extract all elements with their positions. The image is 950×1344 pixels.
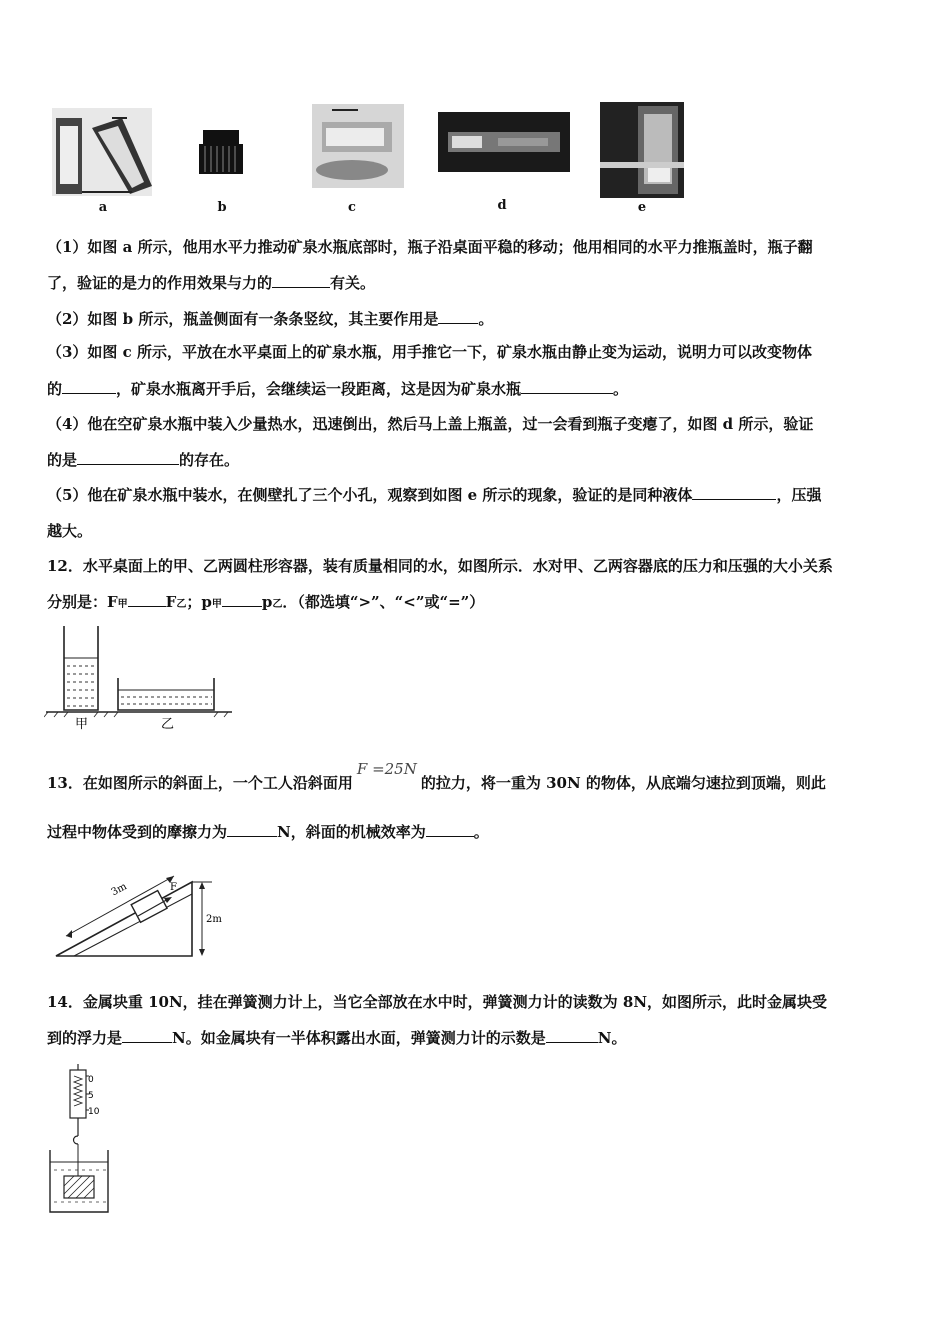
caption-d: d: [497, 198, 507, 213]
q11-part4-line2: [47, 450, 239, 470]
q13-text: 13．在如图所示的斜面上，一个工人沿斜面用: [47, 774, 353, 792]
q12-tail: ．（都选填“>”、“<”或“=”）: [282, 593, 485, 611]
q11-part5-line2: 越大。: [47, 522, 93, 540]
figure-a: [52, 108, 152, 196]
answer-blank-12[interactable]: [546, 1028, 598, 1043]
caption-b: b: [217, 200, 227, 215]
containers-figure: [44, 624, 234, 734]
bottle-holes-photo: [600, 102, 684, 198]
q14-line2: [47, 1028, 626, 1048]
q12-p2: p: [261, 593, 273, 611]
q11-part1-text: 了，验证的是力的作用效果与力的: [47, 274, 273, 292]
force-formula: F =25N: [356, 760, 417, 778]
answer-blank-4[interactable]: [521, 379, 613, 394]
answer-blank-3[interactable]: [62, 379, 116, 394]
scale-5: 5: [88, 1091, 94, 1101]
bottle-push-photo: [52, 108, 152, 196]
length-label: 3m: [109, 881, 129, 899]
answer-blank-5[interactable]: [77, 450, 179, 465]
q12-sub-jia-2: 甲: [211, 599, 222, 610]
height-label: 2m: [206, 914, 222, 925]
q11-part5-text: （5）他在矿泉水瓶中装水，在侧壁扎了三个小孔，观察到如图 e 所示的现象，验证的是同种液体: [47, 486, 693, 504]
answer-blank-11[interactable]: [122, 1028, 172, 1043]
q11-part4-text: 的是: [47, 451, 78, 469]
q12-p-label: ；p: [186, 593, 212, 611]
incline-diagram: [52, 872, 232, 960]
q11-part1-line1: （1）如图 a 所示，他用水平力推动矿泉水瓶底部时，瓶子沿桌面平稳的移动；他用相同的水平力推瓶盖时，瓶子翻: [47, 238, 813, 256]
caption-c: c: [348, 200, 356, 215]
spring-scale-diagram: [46, 1064, 126, 1216]
caption-a: a: [98, 200, 108, 215]
answer-blank-8[interactable]: [222, 592, 262, 607]
scale-10: 10: [88, 1107, 100, 1117]
q13-line1: [47, 760, 826, 793]
answer-blank-2[interactable]: [438, 309, 478, 324]
q13-tail: 的拉力，将一重为 30N 的物体，从底端匀速拉到顶端，则此: [420, 774, 826, 792]
q11-part1-line2: [47, 273, 375, 293]
figure-e: [600, 102, 684, 198]
q11-part1-tail: 有关。: [330, 274, 376, 292]
spring-scale-figure: [46, 1064, 126, 1216]
q14-line2-mid: N。如金属块有一半体积露出水面，弹簧测力计的示数是: [172, 1029, 546, 1047]
q14-line2-text: 到的浮力是: [47, 1029, 123, 1047]
answer-blank-7[interactable]: [128, 592, 166, 607]
q11-part5-tail: ，压强: [776, 486, 822, 504]
caption-e: e: [637, 200, 647, 215]
label-yi: 乙: [161, 717, 175, 732]
q11-part4-tail: 的存在。: [179, 451, 240, 469]
answer-blank-10[interactable]: [426, 822, 474, 837]
q12-F-label: 分别是：F: [47, 593, 118, 611]
bottle-on-table-photo: [312, 104, 404, 188]
figure-d: [438, 112, 570, 172]
q12-line1: 12．水平桌面上的甲、乙两圆柱形容器，装有质量相同的水，如图所示．水对甲、乙两容器底的压力和压强的大小关系: [47, 557, 833, 575]
q11-part5-line1: [47, 485, 821, 505]
figure-c: [312, 104, 404, 188]
containers-diagram: [44, 624, 234, 734]
q11-part4-line1: （4）他在空矿泉水瓶中装入少量热水，迅速倒出，然后马上盖上瓶盖，过一会看到瓶子变瘪了，如图 d 所示，验证: [47, 415, 814, 433]
figure-b: [197, 128, 245, 176]
q11-part2-text: （2）如图 b 所示，瓶盖侧面有一条条竖纹，其主要作用是: [47, 310, 439, 328]
answer-blank-1[interactable]: [272, 273, 330, 288]
label-jia: 甲: [75, 717, 89, 732]
q12-sub-yi-2: 乙: [272, 599, 283, 610]
q14-line2-tail: N。: [597, 1029, 627, 1047]
q11-part3-line1: （3）如图 c 所示，平放在水平桌面上的矿泉水瓶，用手推它一下，矿泉水瓶由静止变为运动，说明力可以改变物体: [47, 343, 813, 361]
q13-line2: [47, 822, 489, 842]
q11-part3-tail: 。: [613, 380, 629, 398]
q11-part2-tail: 。: [478, 310, 494, 328]
q12-line2: [47, 592, 484, 615]
q11-part3-mid: ，矿泉水瓶离开手后，会继续运一段距离，这是因为矿泉水瓶: [116, 380, 522, 398]
force-label: F: [170, 882, 177, 893]
q13-line2-text: 过程中物体受到的摩擦力为: [47, 823, 228, 841]
q12-F2: F: [165, 593, 177, 611]
q11-part3-text: 的: [47, 380, 63, 398]
q11-part2: [47, 309, 493, 329]
incline-figure: [52, 872, 232, 960]
q13-line2-mid: N，斜面的机械效率为: [277, 823, 426, 841]
q12-sub-jia: 甲: [117, 599, 128, 610]
bottle-cap-photo: [197, 128, 245, 176]
crushed-bottle-photo: [438, 112, 570, 172]
q12-sub-yi: 乙: [176, 599, 187, 610]
q13-line2-tail: 。: [473, 823, 489, 841]
scale-0: 0: [88, 1075, 94, 1085]
q11-part3-line2: [47, 379, 628, 399]
q14-line1: 14．金属块重 10N，挂在弹簧测力计上，当它全部放在水中时，弹簧测力计的读数为 8N，如图所示，此时金属块受: [47, 993, 828, 1011]
answer-blank-6[interactable]: [692, 485, 776, 500]
answer-blank-9[interactable]: [227, 822, 277, 837]
